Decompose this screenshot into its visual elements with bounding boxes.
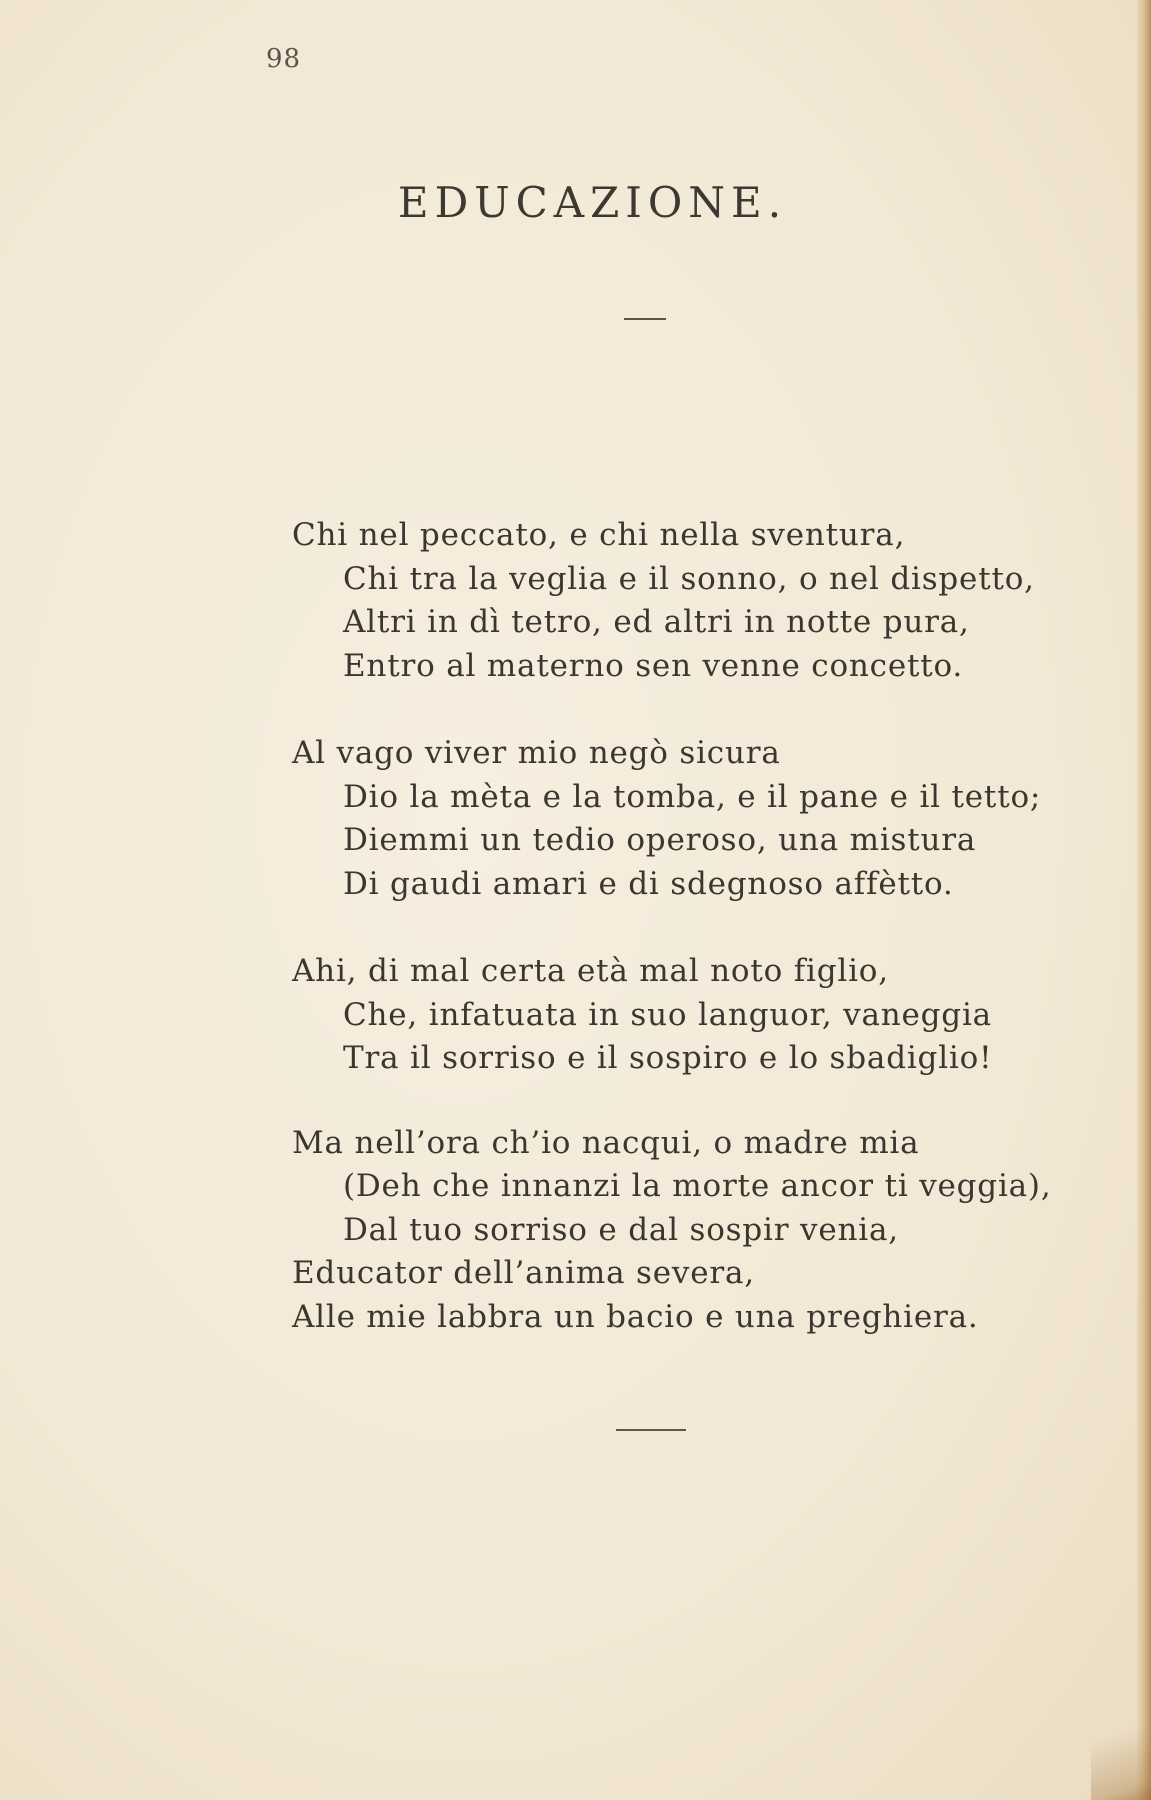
poem-line: Diemmi un tedio operoso, una mistura <box>343 822 977 858</box>
end-divider <box>616 1429 686 1431</box>
stanza-gap <box>292 906 1052 950</box>
poem-line: Educator dell’anima severa, <box>292 1255 755 1291</box>
poem-body <box>292 514 1052 1339</box>
poem-line: Di gaudi amari e di sdegnoso affètto. <box>343 865 954 902</box>
stanza-4 <box>292 1122 1052 1340</box>
poem-line: Dal tuo sorriso e dal sospir venia, <box>343 1211 899 1248</box>
stanza-2 <box>292 732 1052 906</box>
poem-line: Chi tra la veglia e il sonno, o nel dispetto, <box>343 560 1035 597</box>
stanza-3 <box>292 950 1052 1081</box>
poem-title: EDUCAZIONE. <box>397 178 788 227</box>
poem-line: Ahi, di mal certa età mal noto figlio, <box>292 953 889 989</box>
poem-line: Alle mie labbra un bacio e una preghiera. <box>292 1298 979 1335</box>
poem-line: Al vago viver mio negò sicura <box>292 735 781 771</box>
stanza-gap <box>292 1081 1052 1122</box>
poem-line: Chi nel peccato, e chi nella sventura, <box>292 517 906 553</box>
page-number: 98 <box>266 44 302 74</box>
poem-line: Dio la mèta e la tomba, e il pane e il tetto; <box>343 778 1042 815</box>
poem-line: Tra il sorriso e il sospiro e lo sbadiglio! <box>343 1040 993 1076</box>
poem-line: Altri in dì tetro, ed altri in notte pura, <box>343 604 970 640</box>
stanza-1 <box>292 514 1052 688</box>
poem-line: Che, infatuata in suo languor, vaneggia <box>343 996 992 1033</box>
title-divider <box>624 318 666 320</box>
poem-line: (Deh che innanzi la morte ancor ti veggia), <box>343 1168 1052 1204</box>
corner-stain <box>1091 1690 1151 1800</box>
stanza-gap <box>292 688 1052 732</box>
poem-line: Ma nell’ora ch’io nacqui, o madre mia <box>292 1124 920 1161</box>
page-edge <box>1137 0 1151 1800</box>
poem-line: Entro al materno sen venne concetto. <box>343 647 964 684</box>
